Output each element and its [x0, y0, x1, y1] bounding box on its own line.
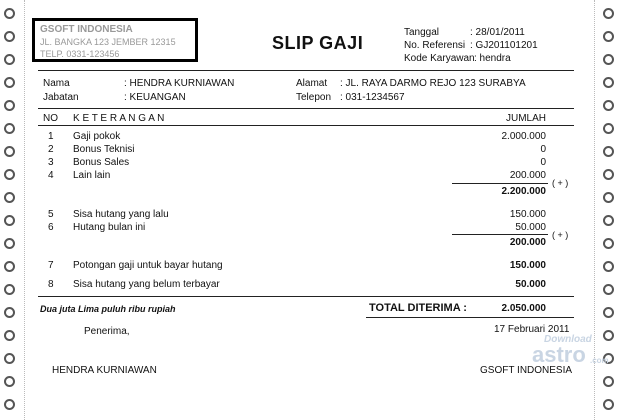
position-value: : KEUANGAN [124, 92, 186, 103]
total-label: TOTAL DITERIMA : [369, 302, 467, 314]
right-tractor-hole [603, 376, 614, 387]
watermark-download: Download [544, 334, 592, 345]
date-label: Tanggal [404, 27, 440, 38]
row-amount: 50.000 [515, 279, 546, 290]
position-label: Jabatan [43, 92, 79, 103]
right-tractor-hole [603, 399, 614, 410]
left-tractor-hole [4, 146, 15, 157]
table-header-divider [38, 125, 574, 126]
company-box [32, 18, 198, 62]
col-no-header: NO [43, 113, 58, 124]
left-perforation [24, 0, 25, 420]
left-tractor-holes [0, 0, 22, 420]
row-no: 8 [48, 279, 54, 290]
left-tractor-hole [4, 31, 15, 42]
address-value: : JL. RAYA DARMO REJO 123 SURABYA [340, 78, 526, 89]
row-desc: Sisa hutang yang lalu [73, 209, 169, 220]
header-divider [38, 70, 574, 71]
info-divider [38, 108, 574, 109]
name-label: Nama [43, 78, 70, 89]
left-tractor-hole [4, 100, 15, 111]
row-amount: 150.000 [509, 209, 546, 220]
left-tractor-hole [4, 307, 15, 318]
left-tractor-hole [4, 8, 15, 19]
sign-date: 17 Februari 2011 [494, 324, 570, 335]
row-no: 3 [48, 157, 54, 168]
slip-title: SLIP GAJI [272, 33, 364, 53]
left-tractor-hole [4, 353, 15, 364]
row-desc: Sisa hutang yang belum terbayar [73, 279, 220, 290]
left-tractor-hole [4, 376, 15, 387]
emp-code-value: : hendra [474, 53, 511, 64]
phone-label: Telepon [296, 92, 332, 103]
row-desc: Gaji pokok [73, 131, 121, 142]
ref-value: : GJ201101201 [470, 40, 538, 51]
subtotal1-line [452, 183, 548, 184]
company-name: GSOFT INDONESIA [40, 24, 133, 35]
row-amount: 2.000.000 [501, 131, 546, 142]
right-tractor-hole [603, 100, 614, 111]
right-tractor-hole [603, 307, 614, 318]
row-desc: Bonus Teknisi [73, 144, 135, 155]
subtotal1-plus: ( + ) [552, 178, 569, 188]
right-tractor-hole [603, 146, 614, 157]
left-tractor-hole [4, 284, 15, 295]
phone-value: : 031-1234567 [340, 92, 405, 103]
right-tractor-hole [603, 123, 614, 134]
row-amount: 0 [540, 157, 546, 168]
right-tractor-hole [603, 169, 614, 180]
row-amount: 200.000 [509, 170, 546, 181]
right-tractor-hole [603, 215, 614, 226]
total-divider [38, 296, 574, 297]
subtotal2-line [452, 234, 548, 235]
amount-in-words: Dua juta Lima puluh ribu rupiah [40, 304, 176, 314]
right-tractor-hole [603, 330, 614, 341]
subtotal2-value: 200.000 [509, 237, 546, 248]
right-tractor-hole [603, 284, 614, 295]
row-desc: Lain lain [73, 170, 111, 181]
col-desc-header: K E T E R A N G A N [73, 113, 165, 124]
watermark-domain: .com [590, 356, 609, 365]
left-tractor-hole [4, 192, 15, 203]
row-amount: 150.000 [509, 260, 546, 271]
subtotal2-plus: ( + ) [552, 230, 569, 240]
date-value: : 28/01/2011 [470, 27, 525, 38]
name-value: : HENDRA KURNIAWAN [124, 78, 235, 89]
right-tractor-hole [603, 54, 614, 65]
row-desc: Hutang bulan ini [73, 222, 146, 233]
row-no: 1 [48, 131, 54, 142]
left-tractor-hole [4, 330, 15, 341]
row-amount: 0 [540, 144, 546, 155]
right-tractor-hole [603, 261, 614, 272]
address-label: Alamat [296, 78, 328, 89]
left-tractor-hole [4, 54, 15, 65]
left-tractor-hole [4, 169, 15, 180]
receiver-name: HENDRA KURNIAWAN [52, 365, 157, 376]
left-tractor-hole [4, 261, 15, 272]
left-tractor-hole [4, 77, 15, 88]
row-no: 5 [48, 209, 54, 220]
right-tractor-hole [603, 192, 614, 203]
right-tractor-hole [603, 8, 614, 19]
col-amount-header: JUMLAH [506, 113, 547, 124]
left-tractor-hole [4, 123, 15, 134]
row-no: 7 [48, 260, 54, 271]
row-no: 6 [48, 222, 54, 233]
row-desc: Bonus Sales [73, 157, 130, 168]
left-tractor-hole [4, 399, 15, 410]
row-no: 2 [48, 144, 54, 155]
right-tractor-hole [603, 238, 614, 249]
left-tractor-hole [4, 215, 15, 226]
total-underline [366, 317, 574, 318]
total-value: 2.050.000 [501, 303, 546, 314]
right-tractor-hole [603, 31, 614, 42]
left-tractor-hole [4, 238, 15, 249]
right-tractor-hole [603, 77, 614, 88]
row-no: 4 [48, 170, 54, 181]
row-amount: 50.000 [515, 222, 546, 233]
company-address: JL. BANGKA 123 JEMBER 12315 [40, 37, 176, 47]
watermark-logo: astro [532, 342, 586, 367]
emp-code-label: Kode Karyawan [404, 53, 475, 64]
subtotal1-value: 2.200.000 [501, 186, 546, 197]
ref-label: No. Referensi [404, 40, 466, 51]
row-desc: Potongan gaji untuk bayar hutang [73, 260, 223, 271]
issuer-name: GSOFT INDONESIA [480, 365, 573, 376]
receiver-label: Penerima, [84, 326, 130, 337]
company-phone: TELP. 0331-123456 [40, 49, 120, 59]
